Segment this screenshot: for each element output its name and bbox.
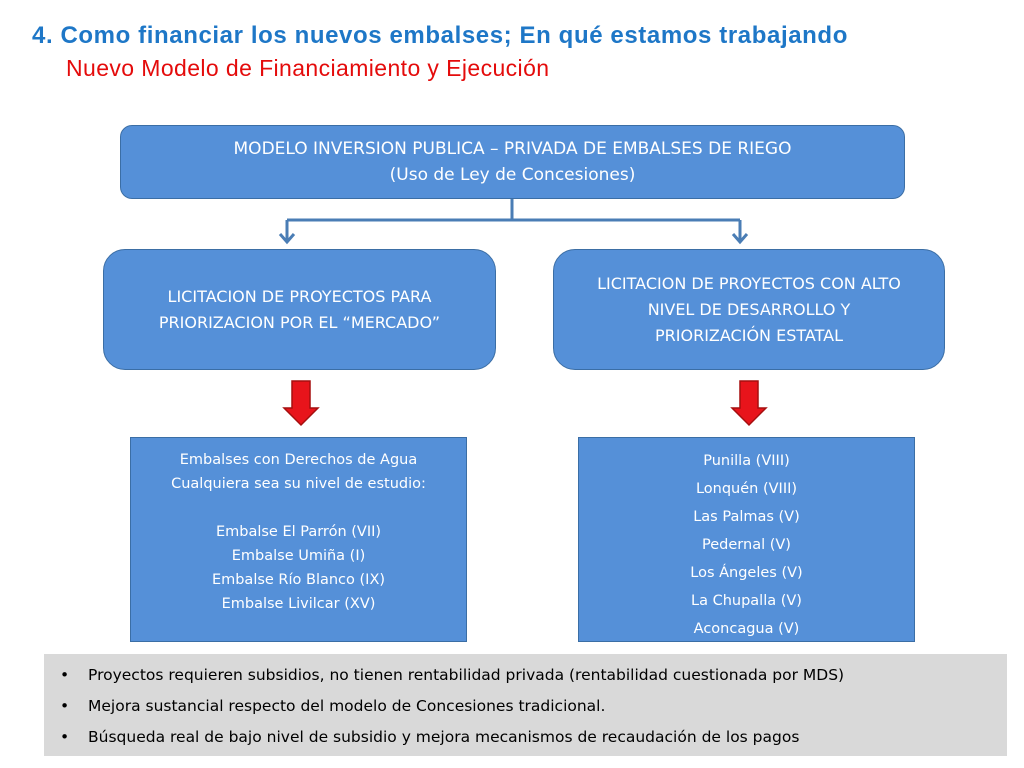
slide-subtitle: Nuevo Modelo de Financiamiento y Ejecución (66, 55, 550, 81)
state-priority-line3: PRIORIZACIÓN ESTATAL (655, 325, 843, 345)
list-item: Punilla (VIII) (703, 453, 790, 469)
top-model-title: MODELO INVERSION PUBLICA – PRIVADA DE EMBALSES DE RIEGO (233, 139, 792, 159)
down-arrow-left-icon (284, 381, 318, 425)
note-item (60, 691, 993, 722)
state-priority-line1: LICITACION DE PROYECTOS CON ALTO (597, 273, 901, 293)
market-priority-line1: LICITACION DE PROYECTOS PARA (167, 286, 432, 306)
list-item: Aconcagua (V) (693, 621, 800, 637)
state-reservoir-list (578, 437, 915, 642)
state-priority-box (553, 249, 945, 370)
market-reservoir-list (130, 437, 467, 642)
market-priority-box (103, 249, 496, 370)
list-heading: Embalses con Derechos de Agua (179, 452, 418, 468)
note-text: Búsqueda real de bajo nivel de subsidio y mejora mecanismos de recaudación de los pagos (88, 728, 800, 746)
notes-panel (44, 654, 1007, 756)
list-item: Embalse El Parrón (VII) (215, 524, 382, 540)
list-item: Las Palmas (V) (693, 509, 800, 525)
list-spacer (131, 496, 466, 520)
bullet-marker: • (60, 666, 70, 684)
market-priority-line2: PRIORIZACION POR EL “MERCADO” (158, 312, 441, 332)
note-item (60, 722, 993, 753)
note-text: Mejora sustancial respecto del modelo de Concesiones tradicional. (88, 697, 606, 715)
list-item: Embalse Livilcar (XV) (221, 596, 376, 612)
list-item: Embalse Umiña (I) (231, 548, 366, 564)
list-item: Pedernal (V) (702, 537, 791, 553)
list-item: Embalse Río Blanco (IX) (211, 572, 386, 588)
list-item: Lonquén (VIII) (695, 481, 798, 497)
top-model-subtitle: (Uso de Ley de Concesiones) (389, 165, 636, 185)
bullet-marker: • (60, 697, 70, 715)
note-text: Proyectos requieren subsidios, no tienen rentabilidad privada (rentabilidad cuestionada por MDS) (88, 666, 845, 684)
list-item: Los Ángeles (V) (690, 565, 803, 581)
slide-title: 4. Como financiar los nuevos embalses; En qué estamos trabajando (32, 22, 848, 49)
list-heading: Cualquiera sea su nivel de estudio: (171, 476, 426, 492)
branch-connector (280, 199, 747, 242)
state-priority-line2: NIVEL DE DESARROLLO Y (647, 299, 851, 319)
top-model-box (120, 125, 905, 199)
note-item (60, 660, 993, 691)
bullet-marker: • (60, 728, 70, 746)
down-arrow-right-icon (732, 381, 766, 425)
list-item: La Chupalla (V) (691, 593, 802, 609)
